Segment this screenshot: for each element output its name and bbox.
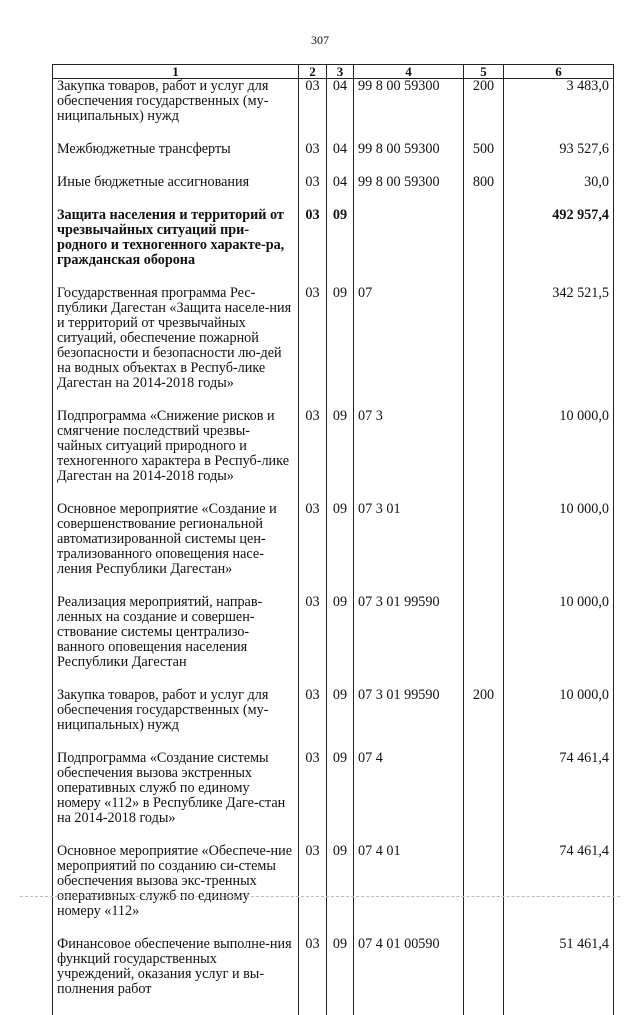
table-row [53,844,614,937]
table-row [53,175,614,208]
row-amount: 10 000,0 [504,595,614,688]
column-header-3: 3 [327,65,354,79]
column-header-5: 5 [464,65,504,79]
row-name: Основное мероприятие «Обеспече-ние мероприятий по созданию си-стемы обеспечения вызова экс-тренных оперативных служб по единому номеру «112» [53,844,299,937]
row-target-article: 99 8 00 59300 [354,175,464,208]
row-amount: 10 000,0 [504,409,614,502]
column-header-6: 6 [504,65,614,79]
row-target-article: 07 3 01 99590 [354,595,464,688]
row-name: Подпрограмма «Снижение рисков и смягчение последствий чрезвы-чайных ситуаций природного и техногенного характера в Респуб-лике Дагестан на 2014-2018 годы» [53,409,299,502]
row-expense-type [464,409,504,502]
row-section: 03 [299,142,327,175]
row-name: Межбюджетные трансферты [53,142,299,175]
row-expense-type [464,751,504,844]
row-section: 03 [299,937,327,1015]
row-section: 03 [299,595,327,688]
row-expense-type [464,844,504,937]
row-amount: 74 461,4 [504,844,614,937]
row-amount: 3 483,0 [504,79,614,143]
row-target-article: 07 3 01 [354,502,464,595]
row-name: Иные бюджетные ассигнования [53,175,299,208]
row-expense-type [464,937,504,1015]
row-expense-type [464,502,504,595]
row-amount: 10 000,0 [504,688,614,751]
table-row [53,937,614,1015]
row-target-article: 99 8 00 59300 [354,79,464,143]
row-section: 03 [299,175,327,208]
row-expense-type: 500 [464,142,504,175]
row-subsection: 04 [327,142,354,175]
row-subsection: 09 [327,844,354,937]
row-name: Закупка товаров, работ и услуг для обеспечения государственных (му-ниципальных) нужд [53,688,299,751]
row-expense-type [464,595,504,688]
row-amount: 492 957,4 [504,208,614,286]
row-section: 03 [299,688,327,751]
row-expense-type [464,286,504,409]
row-subsection: 04 [327,175,354,208]
row-subsection: 09 [327,751,354,844]
row-section: 03 [299,409,327,502]
row-amount: 93 527,6 [504,142,614,175]
row-amount: 30,0 [504,175,614,208]
column-header-2: 2 [299,65,327,79]
row-section: 03 [299,208,327,286]
table-body [53,79,614,1015]
table-header-row [53,65,614,79]
table-row [53,286,614,409]
row-subsection: 09 [327,502,354,595]
row-expense-type: 200 [464,79,504,143]
table-row [53,208,614,286]
row-subsection: 09 [327,688,354,751]
row-target-article [354,208,464,286]
row-expense-type: 200 [464,688,504,751]
table-row [53,142,614,175]
row-amount: 342 521,5 [504,286,614,409]
column-header-4: 4 [354,65,464,79]
row-target-article: 07 [354,286,464,409]
row-target-article: 07 4 01 00590 [354,937,464,1015]
row-target-article: 07 4 [354,751,464,844]
row-subsection: 09 [327,286,354,409]
page-bottom-rule [20,896,620,897]
table-row [53,409,614,502]
row-expense-type: 800 [464,175,504,208]
row-subsection: 09 [327,208,354,286]
row-target-article: 07 3 [354,409,464,502]
row-subsection: 04 [327,79,354,143]
page-number: 307 [0,33,640,48]
row-section: 03 [299,502,327,595]
row-subsection: 09 [327,595,354,688]
row-name: Закупка товаров, работ и услуг для обеспечения государственных (му-ниципальных) нужд [53,79,299,143]
table-row [53,595,614,688]
table-row [53,751,614,844]
row-target-article: 99 8 00 59300 [354,142,464,175]
row-section: 03 [299,751,327,844]
row-section: 03 [299,844,327,937]
budget-table [52,64,614,1015]
table-row [53,502,614,595]
row-name: Подпрограмма «Создание системы обеспечения вызова экстренных оперативных служб по единому номеру «112» в Республике Даге-стан на 2014-2018 годы» [53,751,299,844]
row-subsection: 09 [327,937,354,1015]
row-name: Финансовое обеспечение выполне-ния функций государственных учреждений, оказания услуг и вы-полнения работ [53,937,299,1015]
table-row [53,688,614,751]
row-section: 03 [299,79,327,143]
row-amount: 51 461,4 [504,937,614,1015]
row-amount: 10 000,0 [504,502,614,595]
row-name: Защита населения и территорий от чрезвычайных ситуаций при-родного и техногенного характе-ра, гражданская оборона [53,208,299,286]
row-subsection: 09 [327,409,354,502]
row-amount: 74 461,4 [504,751,614,844]
row-name: Основное мероприятие «Создание и совершенствование региональной автоматизированной системы цен-трализованного оповещения насе-ления Республики Дагестан» [53,502,299,595]
row-expense-type [464,208,504,286]
row-name: Реализация мероприятий, направ-ленных на создание и совершен-ствование системы централизо-ванного оповещения населения Республики Дагестан [53,595,299,688]
column-header-1: 1 [53,65,299,79]
row-section: 03 [299,286,327,409]
row-name: Государственная программа Рес-публики Дагестан «Защита населе-ния и территорий от чрезвычайных ситуаций, обеспечение пожарной безопасности и безопасности лю-дей на водных объектах в Респуб-лике Дагестан на 2014-2018 годы» [53,286,299,409]
row-target-article: 07 4 01 [354,844,464,937]
row-target-article: 07 3 01 99590 [354,688,464,751]
table-row [53,79,614,143]
